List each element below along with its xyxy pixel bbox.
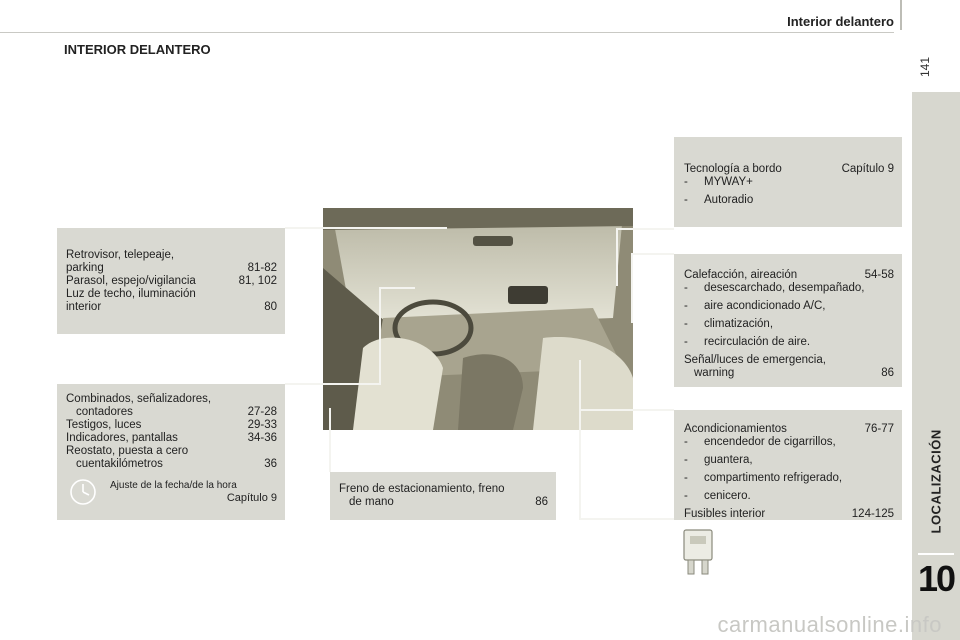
text-row: Testigos, luces 29-33 [66,419,277,431]
clock-note [66,477,277,507]
list-item: - climatización, [684,318,774,330]
car-interior-illustration [323,208,633,430]
text-row: contadores 27-28 [76,406,277,418]
text-row: Retrovisor, telepeaje, [66,249,175,261]
leader-line [285,227,447,229]
header-divider [0,32,894,33]
text-row: Combinados, señalizadores, [66,393,212,405]
combinados-box [57,384,285,520]
list-item: - guantera, [684,454,753,466]
text-row: Acondicionamientos 76-77 [684,423,894,435]
car-interior-photo [323,208,633,430]
text-row: Luz de techo, iluminación [66,288,196,300]
leader-line [616,228,618,286]
sidebar-divider [918,553,954,555]
fuse-icon [676,524,724,578]
chapter-label: LOCALIZACIÓN [928,429,944,534]
leader-line [285,383,380,385]
leader-line [379,287,415,289]
header-tick [900,0,902,30]
chapter-number: 10 [917,558,955,599]
clock-note-page: Capítulo 9 [226,492,277,504]
leader-line [329,408,331,472]
leader-line [631,253,674,255]
list-item: - MYWAY+ [684,176,753,188]
leader-line [579,518,674,520]
leader-line [579,360,581,520]
text-row: warning 86 [694,367,894,379]
list-item: - aire acondicionado A/C, [684,300,826,312]
leader-line [616,228,674,230]
text-row: parking 81-82 [66,262,277,274]
text-row: Indicadores, pantallas 34-36 [66,432,277,444]
freno-box [330,472,556,520]
list-item: - cenicero. [684,490,751,502]
retrovisor-box [57,228,285,334]
text-row: Tecnología a bordo Capítulo 9 [684,163,894,175]
section-title: INTERIOR DELANTERO [64,42,211,57]
text-row: cuentakilómetros 36 [76,458,277,470]
freno-line1: Freno de estacionamiento, freno [339,483,505,495]
tecnologia-box [674,137,902,227]
list-item: - recirculación de aire. [684,336,811,348]
watermark: carmanualsonline.info [717,612,942,637]
text-row: Reostato, puesta a cero [66,445,189,457]
text-row: Fusibles interior 124-125 [684,508,894,520]
text-row: de mano 86 [349,496,548,508]
text-row: Calefacción, aireación 54-58 [684,269,894,281]
list-item: - Autoradio [684,194,754,206]
acondicionamientos-box [674,410,902,520]
calefaccion-box [674,254,902,387]
list-item: - encendedor de cigarrillos, [684,436,836,448]
text-row: Parasol, espejo/vigilancia 81, 102 [66,275,277,287]
clock-note-text: Ajuste de la fecha/de la hora [110,480,237,491]
page-header-title: Interior delantero [787,14,894,29]
list-item: - desescarchado, desempañado, [684,282,865,294]
leader-line [631,253,633,323]
page-number: 141 [918,56,932,77]
leader-line [379,287,381,385]
list-item: - compartimento refrigerado, [684,472,843,484]
emergency-line1: Señal/luces de emergencia, [684,354,826,366]
text-row: interior 80 [66,301,277,313]
leader-line [579,409,674,411]
clock-icon [66,477,102,507]
